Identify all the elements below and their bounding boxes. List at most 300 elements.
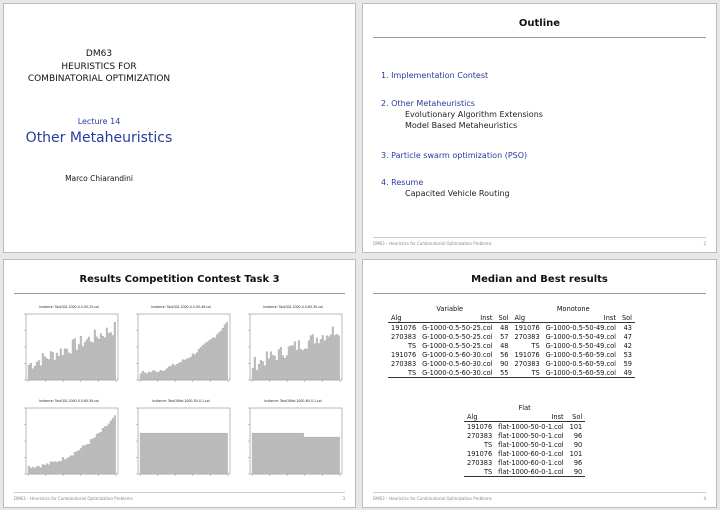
- chart-bar: [258, 433, 260, 474]
- chart-title: Instance: Task3/G-1000-0.5-60-30.col: [263, 305, 323, 309]
- chart-bar: [254, 433, 256, 474]
- chart-bar: [164, 433, 166, 474]
- cell-inst: G-1000-0.5-50-49.col: [545, 341, 616, 350]
- chart-bar: [274, 433, 276, 474]
- chart-bar: [188, 433, 190, 474]
- chart-bar: [56, 462, 58, 474]
- chart-bar: [328, 337, 330, 380]
- chart-bar: [166, 369, 168, 380]
- cell-sol: 101: [569, 422, 583, 431]
- chart-bar: [314, 344, 316, 380]
- chart-bar: [290, 433, 292, 474]
- chart-bar: [156, 372, 158, 380]
- chart-bar: [90, 342, 92, 380]
- chart-bar: [60, 349, 62, 380]
- chart-bar: [112, 335, 114, 380]
- footer-rule: [373, 492, 706, 493]
- chart-bar: [82, 446, 84, 474]
- cell-inst: flat-1000-60-0-1.col: [498, 449, 564, 458]
- chart-bar: [80, 336, 82, 380]
- chart-bar: [58, 356, 60, 380]
- cell-inst: G-1000-0.5-50-49.col: [545, 323, 616, 332]
- chart-bar: [164, 371, 166, 380]
- header-inst: Inst: [543, 313, 619, 323]
- chart-bar: [98, 339, 100, 380]
- chart-bar: [222, 433, 224, 474]
- chart-bar: [268, 359, 270, 380]
- slide-footer: [373, 241, 706, 246]
- chart-bar: [148, 372, 150, 380]
- chart-bar: [144, 433, 146, 474]
- cell-alg: 270383: [467, 458, 493, 467]
- cell-alg: 191076: [467, 422, 493, 431]
- chart-bar: [170, 366, 172, 380]
- chart-bar: [338, 336, 340, 380]
- chart-bar: [252, 368, 254, 380]
- chart-bar: [152, 371, 154, 380]
- chart-bar: [190, 357, 192, 380]
- chart-bar: [204, 344, 206, 380]
- cell-inst: G-1000-0.5-50-25.col: [422, 341, 493, 350]
- chart-bar: [32, 467, 34, 474]
- chart-bar: [304, 349, 306, 380]
- chart-g-1000-0.5-60-30: [238, 302, 348, 392]
- chart-bar: [316, 338, 318, 380]
- cell-inst: G-1000-0.5-60-59.col: [543, 368, 619, 378]
- chart-bar: [304, 437, 306, 474]
- chart-bar: [286, 433, 288, 474]
- chart-bar: [102, 428, 104, 474]
- chart-bar: [92, 343, 94, 380]
- chart-bar: [76, 350, 78, 380]
- chart-bar: [190, 433, 192, 474]
- chart-bar: [262, 361, 264, 380]
- table-row: [388, 359, 635, 368]
- chart-bar: [170, 433, 172, 474]
- chart-bar: [114, 322, 116, 380]
- chart-bar: [226, 433, 228, 474]
- chart-bar: [100, 432, 102, 474]
- chart-bar: [258, 364, 260, 380]
- chart-bar: [194, 355, 196, 380]
- chart-bar: [48, 465, 50, 474]
- results-title: Results Competition Contest Task 3: [79, 274, 280, 285]
- chart-bar: [88, 337, 90, 380]
- chart-bar: [214, 338, 216, 380]
- cell-inst: flat-1000-50-0-1.col: [498, 422, 564, 431]
- results-table-variable-monotone: [388, 304, 635, 378]
- chart-bar: [268, 433, 270, 474]
- title-rule: [14, 293, 345, 294]
- chart-bar: [332, 437, 334, 474]
- chart-bar: [292, 433, 294, 474]
- course-title-line2: COMBINATORIAL OPTIMIZATION: [27, 74, 171, 84]
- chart-bar: [196, 353, 198, 380]
- chart-bar: [38, 361, 40, 380]
- chart-bar: [32, 369, 34, 380]
- cell-inst: G-1000-0.5-50-25.col: [422, 332, 493, 341]
- chart-bar: [298, 341, 300, 380]
- group-variable: Variable: [436, 304, 464, 313]
- page-number: 4: [703, 496, 706, 501]
- chart-bar: [162, 433, 164, 474]
- header-alg: Alg: [388, 313, 419, 323]
- chart-bar: [282, 356, 284, 380]
- chart-bar: [322, 335, 324, 380]
- chart-bar: [174, 366, 176, 380]
- author: Marco Chiarandini: [65, 174, 133, 183]
- chart-bar: [64, 460, 66, 474]
- header-sol: Sol: [495, 313, 511, 323]
- chart-bar: [146, 433, 148, 474]
- table-row: [464, 467, 585, 477]
- group-flat: Flat: [518, 403, 531, 412]
- chart-bar: [292, 346, 294, 380]
- chart-bar: [42, 353, 44, 380]
- cell-sol: 90: [573, 440, 583, 449]
- chart-bar: [288, 433, 290, 474]
- slide-footer: [373, 496, 706, 501]
- chart-bar: [308, 437, 310, 474]
- chart-bar: [82, 347, 84, 380]
- table-row: [464, 458, 585, 467]
- cell-inst: G-1000-0.5-60-59.col: [545, 350, 616, 359]
- section-label: 4. Resume: [381, 178, 424, 187]
- chart-bar: [312, 335, 314, 380]
- chart-bar: [282, 433, 284, 474]
- chart-bar: [36, 362, 38, 380]
- chart-bar: [206, 342, 208, 380]
- chart-bar: [274, 356, 276, 380]
- chart-bar: [44, 465, 46, 474]
- median-best-title: Median and Best results: [471, 274, 608, 285]
- chart-bar: [218, 433, 220, 474]
- cell-inst: G-1000-0.5-60-30.col: [419, 368, 495, 378]
- chart-bar: [288, 347, 290, 380]
- chart-bar: [176, 364, 178, 380]
- chart-bar: [94, 438, 96, 474]
- chart-bar: [260, 433, 262, 474]
- lecture-topic: Other Metaheuristics: [25, 130, 173, 146]
- chart-bar: [142, 371, 144, 380]
- chart-bar: [320, 339, 322, 380]
- chart-bar: [180, 433, 182, 474]
- chart-bar: [110, 421, 112, 474]
- table-row: [388, 368, 635, 378]
- chart-bar: [154, 371, 156, 380]
- chart-bar: [140, 433, 142, 474]
- cell-alg: 270383: [391, 359, 417, 368]
- outline-section-4: [381, 178, 510, 198]
- cell-sol: 96: [573, 431, 583, 440]
- cell-alg: TS: [512, 368, 543, 378]
- chart-bar: [44, 357, 46, 380]
- chart-flat-1000-60-0-1: [238, 396, 348, 486]
- chart-bar: [62, 457, 64, 474]
- chart-bar: [264, 366, 266, 380]
- cell-sol: 47: [623, 332, 632, 341]
- chart-bar: [50, 462, 52, 474]
- chart-bar: [280, 347, 282, 380]
- chart-bar: [156, 433, 158, 474]
- cell-alg: TS: [483, 440, 493, 449]
- cell-alg: 191076: [391, 350, 417, 359]
- chart-title: Instance: Task3/G-1000-0.5-50-25.col: [39, 305, 99, 309]
- chart-bar: [100, 334, 102, 380]
- chart-bar: [48, 360, 50, 380]
- cell-alg: 270383: [467, 431, 493, 440]
- cell-inst: flat-1000-50-0-1.col: [498, 431, 564, 440]
- outline-slide: [362, 3, 717, 253]
- chart-bar: [214, 433, 216, 474]
- chart-bar: [332, 327, 334, 380]
- chart-bar: [70, 456, 72, 474]
- chart-bar: [224, 433, 226, 474]
- chart-bar: [108, 333, 110, 380]
- chart-g-1000-0.5-60-59: [14, 396, 124, 486]
- chart-bar: [216, 433, 218, 474]
- chart-bar: [222, 328, 224, 380]
- course-code: DM63: [85, 49, 113, 59]
- chart-bar: [34, 468, 36, 474]
- chart-bar: [172, 433, 174, 474]
- chart-bar: [310, 336, 312, 380]
- outline-title: Outline: [518, 18, 561, 29]
- table-row: [388, 341, 635, 350]
- chart-bar: [98, 433, 100, 474]
- cell-sol: 96: [573, 458, 583, 467]
- chart-bar: [178, 363, 180, 380]
- header-sol: Sol: [619, 313, 635, 323]
- chart-bar: [318, 437, 320, 474]
- chart-bar: [76, 452, 78, 474]
- chart-bar: [204, 433, 206, 474]
- cell-sol: 48: [500, 341, 509, 350]
- chart-bar: [276, 433, 278, 474]
- chart-bar: [266, 352, 268, 380]
- chart-bar: [208, 433, 210, 474]
- chart-bar: [272, 355, 274, 380]
- chart-bar: [58, 461, 60, 474]
- chart-bar: [84, 446, 86, 474]
- chart-bar: [52, 462, 54, 474]
- chart-bar: [266, 433, 268, 474]
- chart-bar: [166, 433, 168, 474]
- chart-bar: [78, 450, 80, 474]
- chart-bar: [302, 350, 304, 380]
- chart-bar: [272, 433, 274, 474]
- title-slide: [3, 3, 356, 253]
- chart-bar: [42, 464, 44, 474]
- chart-bar: [336, 437, 338, 474]
- chart-bar: [218, 333, 220, 380]
- chart-bar: [330, 335, 332, 380]
- chart-bar: [178, 433, 180, 474]
- chart-bar: [188, 358, 190, 380]
- footer-text: DM63 – Heuristics for Combinatorial Optimization Problems: [373, 241, 492, 246]
- cell-sol: 55: [495, 368, 511, 378]
- chart-bar: [300, 433, 302, 474]
- chart-bar: [284, 433, 286, 474]
- cell-inst: flat-1000-60-0-1.col: [498, 458, 564, 467]
- table-row: [388, 332, 635, 341]
- results-slide: [3, 259, 356, 508]
- chart-bar: [30, 468, 32, 474]
- cell-inst: G-1000-0.5-60-59.col: [545, 359, 616, 368]
- chart-bar: [318, 343, 320, 380]
- chart-title: Instance: Task3/G-1000-0.5-50-49.col: [151, 305, 211, 309]
- chart-bar: [302, 433, 304, 474]
- chart-bar: [88, 444, 90, 474]
- results-table-flat: [464, 403, 585, 477]
- chart-bar: [322, 437, 324, 474]
- chart-bar: [56, 353, 58, 380]
- footer-rule: [373, 237, 706, 238]
- chart-bar: [152, 433, 154, 474]
- chart-bar: [52, 352, 54, 380]
- chart-bar: [216, 335, 218, 380]
- chart-bar: [256, 433, 258, 474]
- chart-bar: [284, 358, 286, 380]
- chart-bar: [202, 345, 204, 380]
- chart-bar: [148, 433, 150, 474]
- chart-bar: [280, 433, 282, 474]
- cell-sol: 101: [569, 449, 583, 458]
- chart-bar: [106, 426, 108, 474]
- cell-alg: 270383: [391, 332, 417, 341]
- chart-bar: [320, 437, 322, 474]
- header-alg: Alg: [464, 412, 495, 422]
- chart-bar: [40, 468, 42, 474]
- chart-bar: [278, 350, 280, 380]
- chart-bar: [102, 336, 104, 380]
- chart-bar: [200, 433, 202, 474]
- cell-sol: 42: [623, 341, 632, 350]
- chart-bar: [112, 418, 114, 474]
- chart-bar: [172, 364, 174, 380]
- cell-inst: flat-1000-60-0-1.col: [495, 467, 566, 477]
- chart-bar: [78, 345, 80, 380]
- chart-bar: [220, 433, 222, 474]
- chart-bar: [338, 437, 340, 474]
- chart-bar: [168, 433, 170, 474]
- chart-bar: [314, 437, 316, 474]
- cell-inst: G-1000-0.5-50-49.col: [545, 332, 616, 341]
- table-row: [464, 449, 585, 458]
- cell-alg: 191076: [514, 350, 540, 359]
- chart-bar: [290, 346, 292, 380]
- chart-bar: [264, 433, 266, 474]
- header-alg: Alg: [512, 313, 543, 323]
- chart-bar: [46, 464, 48, 474]
- subsection-label: Evolutionary Algorithm Extensions: [405, 110, 543, 119]
- chart-bar: [270, 352, 272, 380]
- cell-sol: 59: [623, 359, 632, 368]
- chart-bar: [110, 332, 112, 380]
- group-monotone: Monotone: [556, 304, 590, 313]
- chart-bar: [208, 341, 210, 380]
- chart-bar: [86, 340, 88, 380]
- outline-section-2: [381, 99, 543, 130]
- chart-bar: [162, 371, 164, 380]
- cell-alg: TS: [388, 368, 419, 378]
- chart-bar: [300, 349, 302, 380]
- subsection-label: Capacited Vehicle Routing: [405, 189, 510, 198]
- cell-alg: TS: [531, 341, 540, 350]
- chart-bar: [174, 433, 176, 474]
- chart-bar: [212, 338, 214, 380]
- chart-bar: [312, 437, 314, 474]
- cell-sol: 53: [623, 350, 632, 359]
- chart-bar: [72, 456, 74, 474]
- chart-bar: [192, 354, 194, 380]
- chart-bar: [68, 353, 70, 380]
- cell-inst: G-1000-0.5-50-25.col: [422, 323, 493, 332]
- chart-bar: [296, 433, 298, 474]
- chart-bar: [142, 433, 144, 474]
- chart-bar: [308, 341, 310, 380]
- chart-bar: [92, 439, 94, 474]
- chart-bar: [46, 359, 48, 380]
- lecture-number: Lecture 14: [77, 117, 121, 126]
- header-inst: Inst: [419, 313, 495, 323]
- chart-bar: [28, 466, 30, 474]
- cell-alg: TS: [407, 341, 417, 350]
- chart-bar: [66, 459, 68, 474]
- cell-sol: 90: [567, 467, 586, 477]
- chart-bar: [324, 437, 326, 474]
- chart-bar: [158, 372, 160, 380]
- chart-bar: [154, 433, 156, 474]
- chart-bar: [104, 427, 106, 474]
- cell-alg: TS: [464, 467, 495, 477]
- chart-title: Instance: Task3/flat-1000-60-0-1.col: [264, 399, 322, 403]
- chart-bar: [80, 448, 82, 474]
- chart-bar: [200, 347, 202, 380]
- chart-bar: [262, 433, 264, 474]
- chart-bar: [276, 360, 278, 380]
- chart-bar: [72, 340, 74, 380]
- footer-rule: [14, 492, 345, 493]
- chart-bar: [62, 355, 64, 380]
- chart-bar: [212, 433, 214, 474]
- chart-bar: [224, 325, 226, 380]
- chart-bar: [150, 372, 152, 380]
- cell-sol: 43: [623, 323, 632, 332]
- chart-bar: [140, 374, 142, 380]
- chart-bar: [252, 433, 254, 474]
- cell-alg: 191076: [391, 323, 417, 332]
- chart-bar: [278, 433, 280, 474]
- table-row: [388, 350, 635, 359]
- cell-alg: 191076: [514, 323, 540, 332]
- chart-bar: [90, 439, 92, 474]
- cell-sol: 48: [500, 323, 509, 332]
- chart-bar: [286, 355, 288, 380]
- chart-bar: [64, 349, 66, 380]
- outline-section-3: [381, 151, 527, 160]
- chart-bar: [30, 363, 32, 380]
- chart-bar: [74, 452, 76, 474]
- cell-alg: 270383: [514, 332, 540, 341]
- header-sol: Sol: [567, 412, 586, 422]
- chart-bar: [298, 433, 300, 474]
- chart-bar: [310, 437, 312, 474]
- chart-bar: [50, 351, 52, 380]
- chart-bar: [68, 457, 70, 474]
- cell-sol: 57: [500, 332, 509, 341]
- chart-bar: [184, 360, 186, 380]
